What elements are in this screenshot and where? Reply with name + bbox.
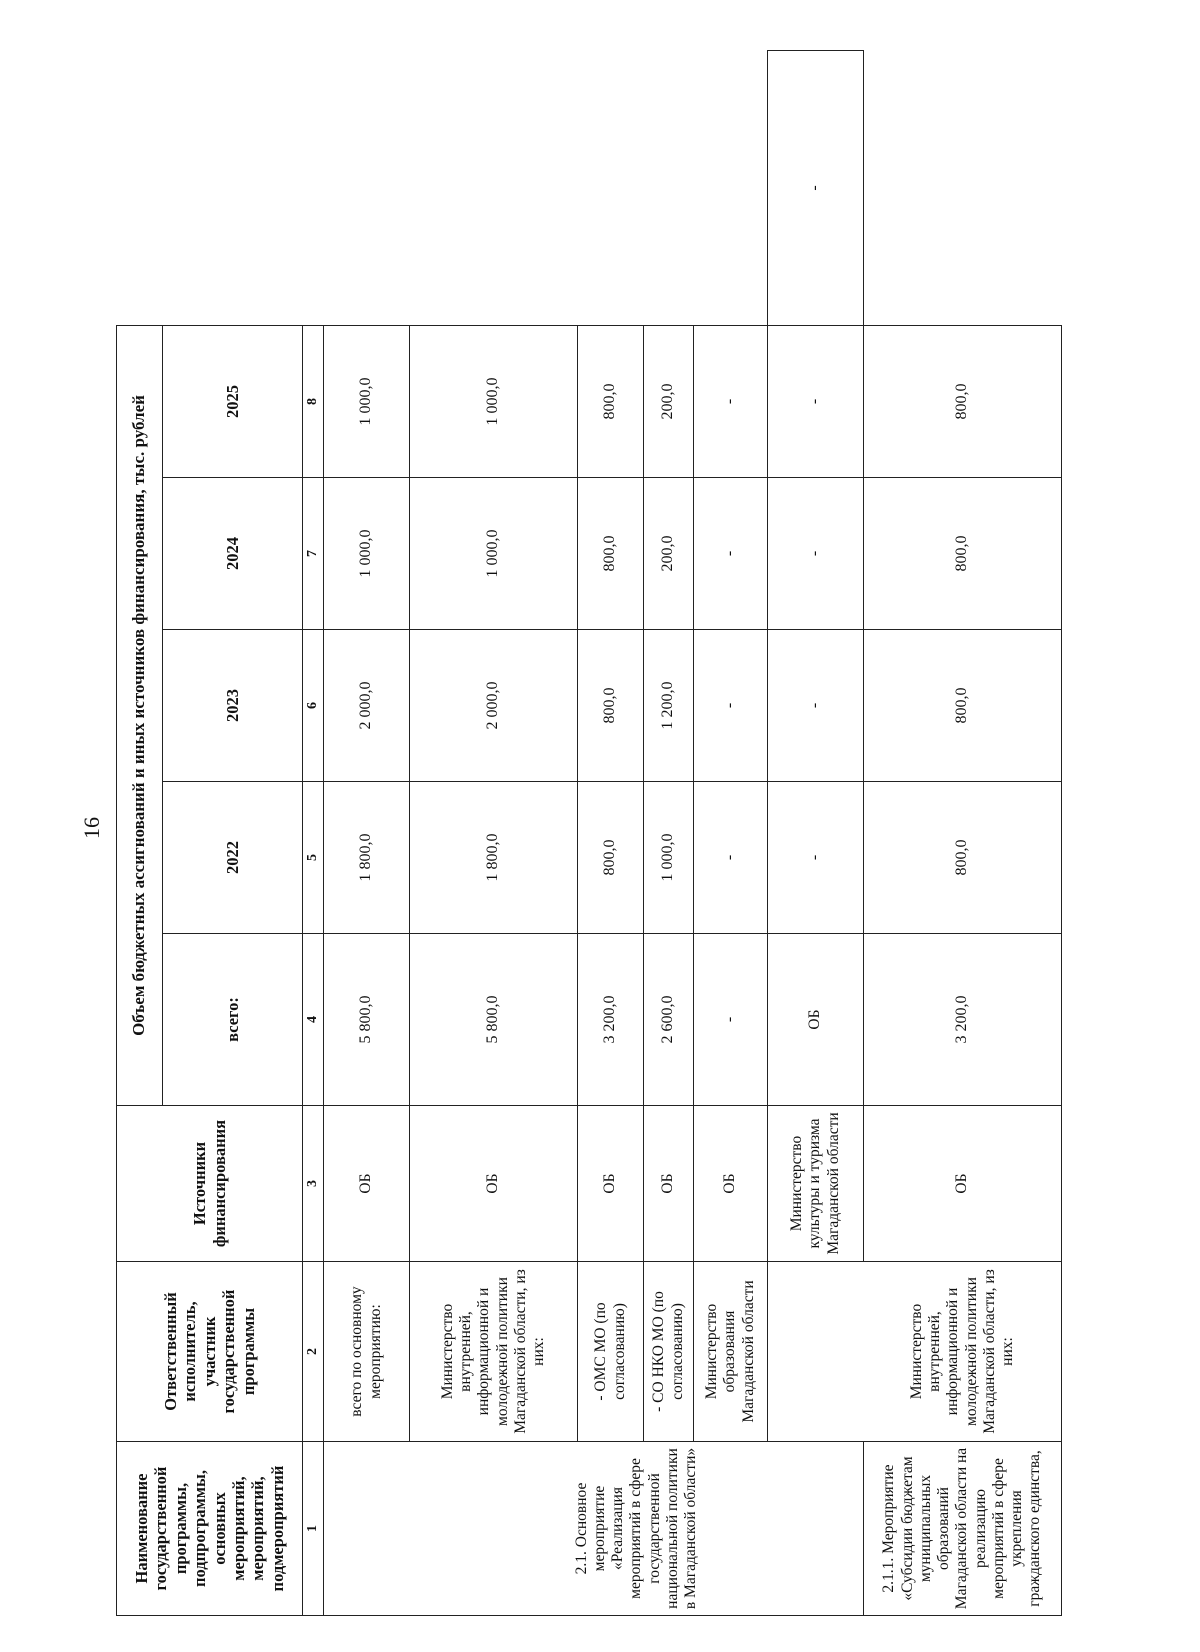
year-2022-cell: 1 800,0 [410,782,578,934]
event-2-1-name: 2.1. Основное мероприятие «Реализация мероприятий в сфере государственной национальной политики в Магаданской области» [410,1442,864,1616]
year-2024-cell: - [768,325,864,477]
year-2023-cell: 800,0 [864,630,1062,782]
table-row [644,51,694,1616]
header-source: Источники финансирования [117,1106,303,1262]
year-2022-cell: - [694,782,768,934]
header-year-2024: 2024 [163,478,303,630]
total-cell: - [768,782,864,934]
year-2024-cell: 1 000,0 [324,478,410,630]
total-cell: - [694,934,768,1106]
source-cell: ОБ [644,1106,694,1262]
event-name-cell [768,1262,864,1442]
year-2024-cell: 800,0 [578,478,644,630]
year-2024-cell: 1 000,0 [410,478,578,630]
column-number: 8 [303,325,324,477]
year-2023-cell: 800,0 [578,630,644,782]
rotated-table-container [116,50,1044,1616]
header-executor: Ответственный исполнитель, участник государственной программы [117,1262,303,1442]
year-2025-cell: 1 000,0 [410,325,578,477]
year-2024-cell: - [694,478,768,630]
event-2-1-1-name: 2.1.1. Мероприятие «Субсидии бюджетам муниципальных образований Магаданской области на реализацию мероприятий в сфере укрепления гражданского единства, [864,1442,1062,1616]
header-name: Наименование государственной программы, подпрограммы, основных мероприятий, мероприятий, подмероприятий [117,1442,303,1616]
total-cell: 5 800,0 [324,934,410,1106]
header-year-2023: 2023 [163,630,303,782]
source-cell: ОБ [578,1106,644,1262]
column-number: 6 [303,630,324,782]
table-row [864,51,1062,1616]
source-cell: ОБ [410,1106,578,1262]
source-cell: ОБ [324,1106,410,1262]
year-2025-cell: 800,0 [578,325,644,477]
executor-cell: Министерство культуры и туризма Магаданской области [768,1106,864,1262]
event-name-cell [324,1442,410,1616]
year-2023-cell: - [768,478,864,630]
year-2023-cell: 2 000,0 [410,630,578,782]
column-number: 5 [303,782,324,934]
table-row [410,51,578,1616]
source-cell: ОБ [694,1106,768,1262]
executor-cell: Министерство образования Магаданской области [694,1262,768,1442]
year-2023-cell: - [694,630,768,782]
year-2025-cell: - [768,51,864,326]
header-funding-group: Объем бюджетных ассигнований и иных источников финансирования, тыс. рублей [117,325,163,1105]
column-number: 4 [303,934,324,1106]
year-2024-cell: 800,0 [864,478,1062,630]
year-2022-cell: 1 000,0 [644,782,694,934]
year-2025-cell: 200,0 [644,325,694,477]
total-cell: 3 200,0 [578,934,644,1106]
year-2022-cell: 800,0 [578,782,644,934]
column-number: 1 [303,1442,324,1616]
table-row [578,51,644,1616]
executor-cell: - СО НКО МО (по согласованию) [644,1262,694,1442]
table-row [694,51,768,1616]
executor-cell: - ОМС МО (по согласованию) [578,1262,644,1442]
total-cell: 5 800,0 [410,934,578,1106]
year-2022-cell: 1 800,0 [324,782,410,934]
header-year-2025: 2025 [163,325,303,477]
header-row-top [117,51,163,1616]
executor-cell: Министерство внутренней, информационной и молодежной политики Магаданской области, из них: [864,1262,1062,1442]
funding-table [116,50,1062,1616]
year-2025-cell: 800,0 [864,325,1062,477]
source-cell: ОБ [768,934,864,1106]
header-year-2022: 2022 [163,782,303,934]
source-cell: ОБ [864,1106,1062,1262]
year-2025-cell: - [694,325,768,477]
total-cell: 3 200,0 [864,934,1062,1106]
year-2022-cell: 800,0 [864,782,1062,934]
year-2023-cell: 1 200,0 [644,630,694,782]
column-number: 2 [303,1262,324,1442]
table-row [324,51,410,1616]
header-total: всего: [163,934,303,1106]
column-number: 3 [303,1106,324,1262]
year-2023-cell: 2 000,0 [324,630,410,782]
executor-cell: Министерство внутренней, информационной и молодежной политики Магаданской области, из них: [410,1262,578,1442]
column-number: 7 [303,478,324,630]
table-row [768,51,864,1616]
year-2022-cell: - [768,630,864,782]
year-2025-cell: 1 000,0 [324,325,410,477]
column-number-row [303,51,324,1616]
executor-cell: всего по основному мероприятию: [324,1262,410,1442]
page-number: 16 [79,817,104,839]
year-2024-cell: 200,0 [644,478,694,630]
total-cell: 2 600,0 [644,934,694,1106]
